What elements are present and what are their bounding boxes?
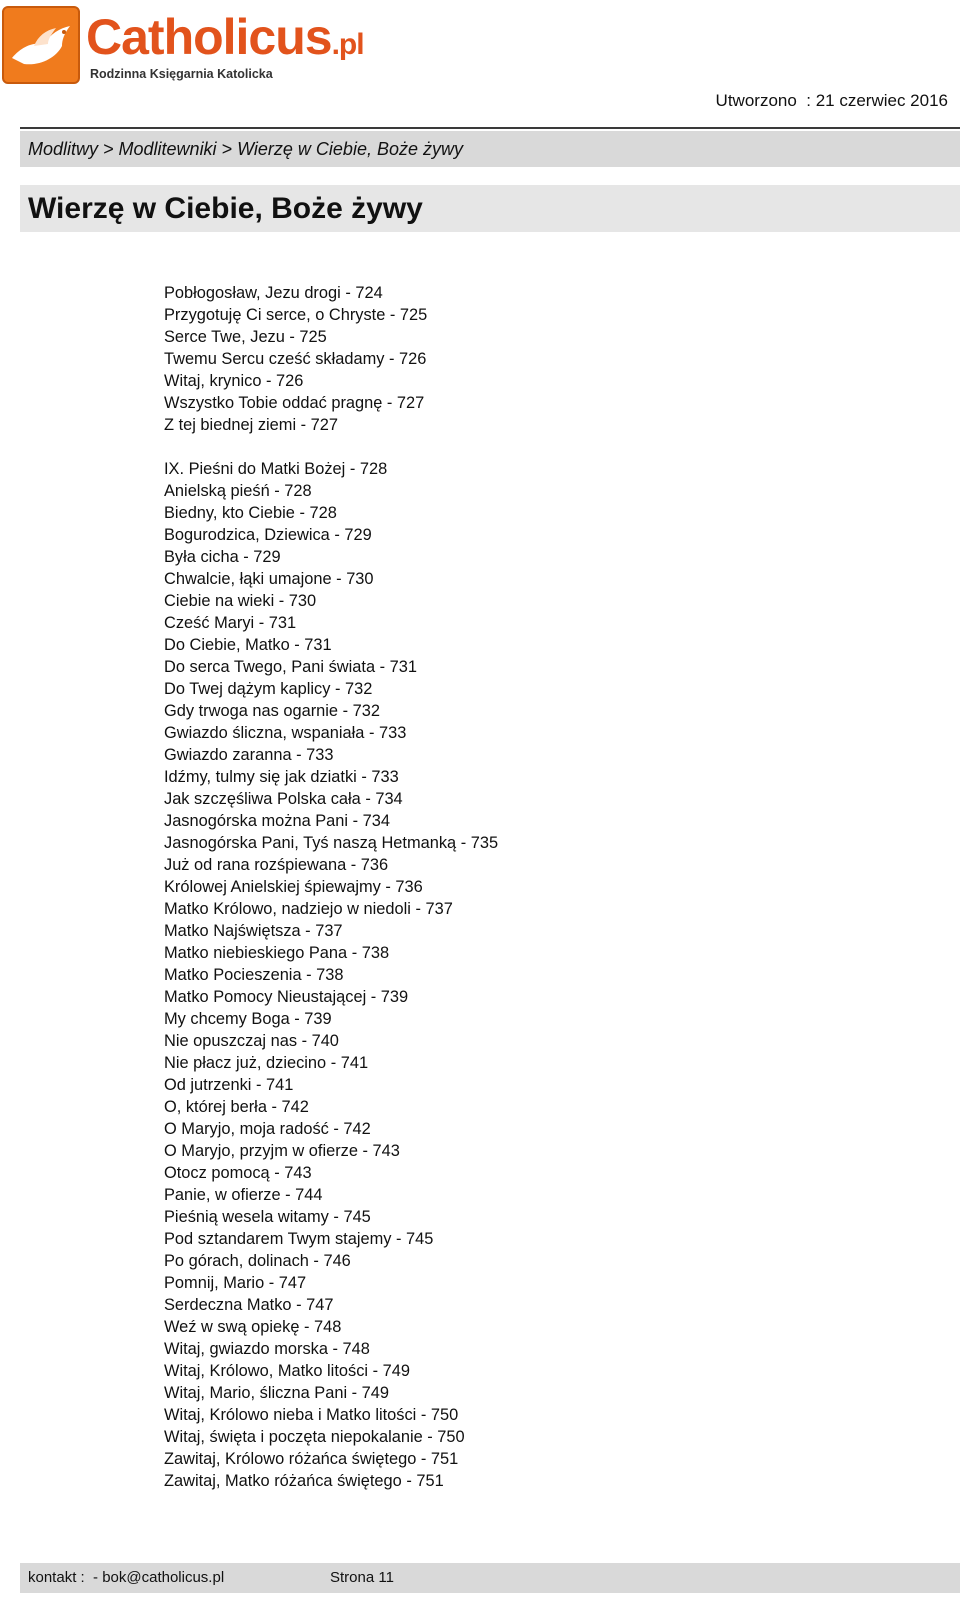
list-item: Królowej Anielskiej śpiewajmy - 736 [164, 878, 423, 896]
list-item: Panie, w ofierze - 744 [164, 1186, 323, 1204]
list-item: Otocz pomocą - 743 [164, 1164, 312, 1182]
list-item: Witaj, święta i poczęta niepokalanie - 750 [164, 1428, 465, 1446]
title-bar [20, 185, 960, 232]
list-item: Zawitaj, Królowo różańca świętego - 751 [164, 1450, 459, 1468]
list-item: Pod sztandarem Twym stajemy - 745 [164, 1230, 434, 1248]
list-item: O Maryjo, moja radość - 742 [164, 1120, 371, 1138]
list-item: Przygotuję Ci serce, o Chryste - 725 [164, 306, 428, 324]
list-item: Pobłogosław, Jezu drogi - 724 [164, 284, 383, 302]
list-item: Pieśnią wesela witamy - 745 [164, 1208, 371, 1226]
logo-tagline: Rodzinna Księgarnia Katolicka [90, 67, 273, 81]
page-number: Strona 11 [330, 1569, 394, 1586]
list-item: My chcemy Boga - 739 [164, 1010, 332, 1028]
list-item: Gwiazdo śliczna, wspaniała - 733 [164, 724, 407, 742]
list-item: Weź w swą opiekę - 748 [164, 1318, 342, 1336]
list-item: Serce Twe, Jezu - 725 [164, 328, 327, 346]
list-item: Była cicha - 729 [164, 548, 281, 566]
list-item: Serdeczna Matko - 747 [164, 1296, 334, 1314]
list-item: Do Ciebie, Matko - 731 [164, 636, 332, 654]
list-item: Twemu Sercu cześć składamy - 726 [164, 350, 427, 368]
list-item: Z tej biednej ziemi - 727 [164, 416, 339, 434]
list-item: Nie opuszczaj nas - 740 [164, 1032, 339, 1050]
created-date: Utworzono : 21 czerwiec 2016 [715, 91, 948, 110]
list-item: Już od rana rozśpiewana - 736 [164, 856, 389, 874]
list-item: Cześć Maryi - 731 [164, 614, 297, 632]
list-item: O, której berła - 742 [164, 1098, 309, 1116]
list-item: Chwalcie, łąki umajone - 730 [164, 570, 374, 588]
page-header [0, 0, 960, 130]
header-divider [20, 127, 960, 129]
list-item: Witaj, Królowo nieba i Matko litości - 750 [164, 1406, 459, 1424]
page-footer [20, 1563, 960, 1593]
song-list [164, 282, 924, 1492]
breadcrumb[interactable]: Modlitwy > Modlitewniki > Wierzę w Ciebie, Boże żywy [28, 139, 463, 159]
list-item: Matko Królowo, nadziejo w niedoli - 737 [164, 900, 453, 918]
list-item: Ciebie na wieki - 730 [164, 592, 317, 610]
list-item: Matko Pocieszenia - 738 [164, 966, 344, 984]
list-item: Jasnogórska można Pani - 734 [164, 812, 390, 830]
dove-icon [2, 6, 80, 84]
list-item: Jak szczęśliwa Polska cała - 734 [164, 790, 403, 808]
list-item: Witaj, Mario, śliczna Pani - 749 [164, 1384, 389, 1402]
list-item: Bogurodzica, Dziewica - 729 [164, 526, 372, 544]
catholicus-logo[interactable] [2, 6, 364, 86]
list-item: Matko Pomocy Nieustającej - 739 [164, 988, 409, 1006]
list-item: Wszystko Tobie oddać pragnę - 727 [164, 394, 425, 412]
list-item: Anielską pieśń - 728 [164, 482, 312, 500]
list-item: Jasnogórska Pani, Tyś naszą Hetmanką - 735 [164, 834, 499, 852]
list-item: O Maryjo, przyjm w ofierze - 743 [164, 1142, 400, 1160]
section-heading: IX. Pieśni do Matki Bożej - 728 [164, 460, 388, 478]
list-item: Witaj, Królowo, Matko litości - 749 [164, 1362, 410, 1380]
list-item: Idźmy, tulmy się jak dziatki - 733 [164, 768, 399, 786]
list-item: Od jutrzenki - 741 [164, 1076, 294, 1094]
list-item: Biedny, kto Ciebie - 728 [164, 504, 337, 522]
list-item: Nie płacz już, dziecino - 741 [164, 1054, 369, 1072]
contact-email[interactable]: kontakt : - bok@catholicus.pl [28, 1569, 225, 1586]
list-item: Matko niebieskiego Pana - 738 [164, 944, 390, 962]
list-item: Matko Najświętsza - 737 [164, 922, 343, 940]
list-item: Do Twej dążym kaplicy - 732 [164, 680, 373, 698]
logo-wordmark: Catholicus.pl [86, 9, 364, 65]
list-item: Witaj, gwiazdo morska - 748 [164, 1340, 370, 1358]
list-item: Do serca Twego, Pani świata - 731 [164, 658, 417, 676]
list-item: Pomnij, Mario - 747 [164, 1274, 307, 1292]
breadcrumb-bar [20, 131, 960, 167]
list-item: Witaj, krynico - 726 [164, 372, 304, 390]
list-item: Po górach, dolinach - 746 [164, 1252, 351, 1270]
list-item: Gwiazdo zaranna - 733 [164, 746, 334, 764]
list-item: Gdy trwoga nas ogarnie - 732 [164, 702, 380, 720]
list-item: Zawitaj, Matko różańca świętego - 751 [164, 1472, 444, 1490]
page-title: Wierzę w Ciebie, Boże żywy [28, 192, 423, 225]
